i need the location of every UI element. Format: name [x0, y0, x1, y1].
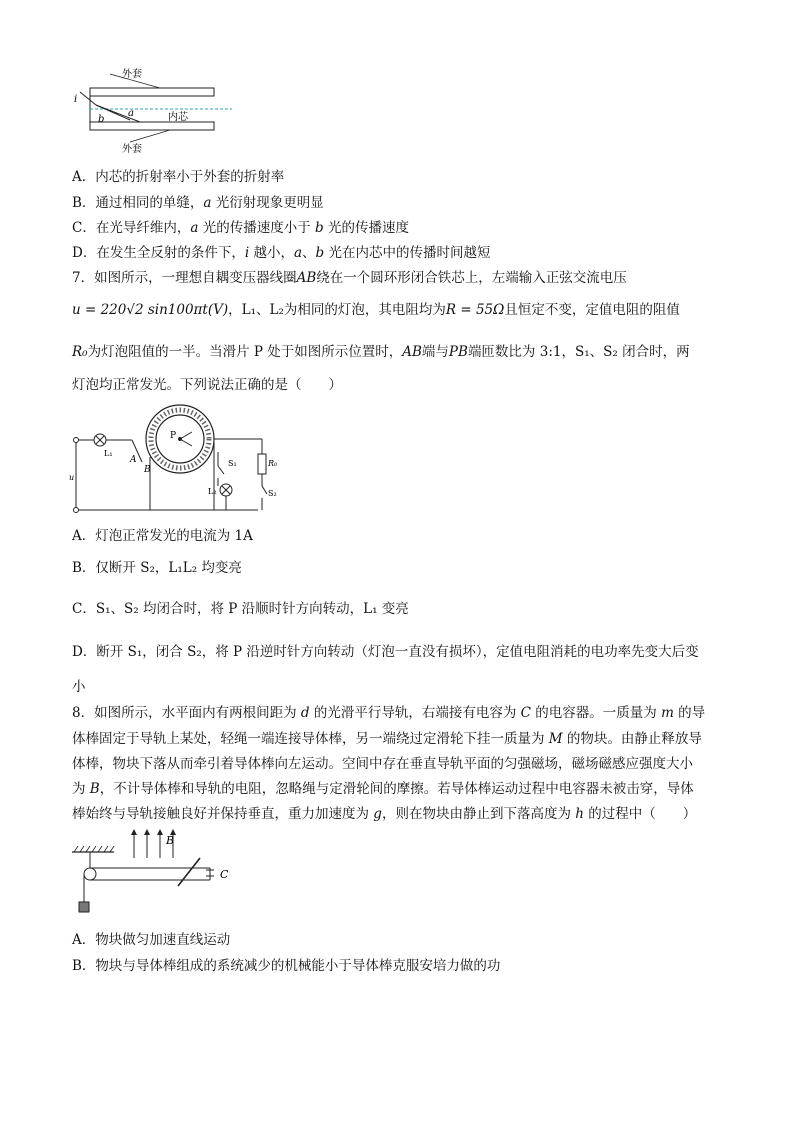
fiber-label-top: 外套	[122, 69, 142, 80]
fig2-label-R0: R₀	[268, 459, 278, 468]
fig2-label-u: u	[69, 473, 75, 482]
q7-stem-line4: 灯泡均正常发光。下列说法正确的是（ ）	[72, 377, 342, 393]
fig2-label-B: B	[144, 465, 151, 475]
fiber-label-core: 内芯	[168, 112, 188, 123]
q8-stem-line5: 棒始终与导轨接触良好并保持垂直，重力加速度为 g，则在物块由静止到下落高度为 h 的过程中（ ）	[72, 806, 697, 822]
q8-option-a: A．物块做匀加速直线运动	[72, 932, 231, 948]
fig2-label-A: A	[130, 455, 137, 465]
fig2-label-L1: L₁	[104, 449, 113, 458]
fig2-label-P: P	[170, 431, 177, 441]
q8-option-b: B．物块与导体棒组成的系统减少的机械能小于导体棒克服安培力做的功	[72, 958, 501, 974]
fig2-label-S2: S₂	[268, 489, 277, 498]
q8-stem-line4: 为 B，不计导体棒和导轨的电阻，忽略绳与定滑轮间的摩擦。若导体棒运动过程中电容器未被击穿，导体	[72, 781, 694, 797]
fiber-label-a: a	[128, 108, 134, 119]
transformer-circuit-figure	[68, 402, 288, 514]
q7-stem-line3: R₀为灯泡阻值的一半。当滑片 P 处于如图所示位置时，AB端与PB端匝数比为 3:1，S₁、S₂ 闭合时，两	[72, 344, 690, 360]
fig3-label-B: B	[166, 834, 175, 847]
fiber-label-bottom: 外套	[122, 144, 142, 155]
q6-option-b: B．通过相同的单缝，a 光衍射现象更明显	[72, 195, 324, 211]
rail-capacitor-figure	[70, 828, 250, 918]
fiber-label-i: i	[74, 94, 78, 105]
q6-option-c: C．在光导纤维内，a 光的传播速度小于 b 光的传播速度	[72, 220, 409, 236]
fig3-label-C: C	[220, 868, 229, 881]
q8-stem-line3: 体棒，物块下落从而牵引着导体棒向左运动。空间中存在垂直导轨平面的匀强磁场，磁场磁感应强度大小	[72, 756, 693, 772]
q8-stem-line2: 体棒固定于导轨上某处，轻绳一端连接导体棒，另一端绕过定滑轮下挂一质量为 M 的物块。由静止释放导	[72, 731, 702, 747]
q7-stem-line2: u = 220√2 sin100πt(V)，L₁、L₂为相同的灯泡，其电阻均为R = 55Ω且恒定不变，定值电阻的阻值	[72, 302, 680, 318]
fig2-label-L2: L₂	[208, 487, 217, 496]
fig2-label-S1: S₁	[228, 459, 237, 468]
q6-option-d: D．在发生全反射的条件下，i 越小，a、b 光在内芯中的传播时间越短	[72, 245, 491, 261]
q7-stem-line1: 7．如图所示，一理想自耦变压器线圈AB绕在一个圆环形闭合铁芯上，左端输入正弦交流电压	[72, 270, 627, 286]
q6-option-a: A．内芯的折射率小于外套的折射率	[72, 169, 285, 185]
q7-option-d-line1: D．断开 S₁，闭合 S₂，将 P 沿逆时针方向转动（灯泡一直没有损坏），定值电阻消耗的电功率先变大后变	[72, 644, 699, 660]
q7-option-a: A．灯泡正常发光的电流为 1A	[72, 528, 253, 544]
q7-option-c: C．S₁、S₂ 均闭合时，将 P 沿顺时针方向转动，L₁ 变亮	[72, 601, 409, 617]
q7-option-d-line2: 小	[72, 679, 86, 695]
q8-stem-line1: 8．如图所示，水平面内有两根间距为 d 的光滑平行导轨，右端接有电容为 C 的电容器。一质量为 m 的导	[72, 705, 706, 721]
fiber-label-b: b	[98, 114, 105, 125]
q7-option-b: B．仅断开 S₂，L₁L₂ 均变亮	[72, 560, 242, 576]
optical-fiber-figure	[70, 62, 240, 157]
